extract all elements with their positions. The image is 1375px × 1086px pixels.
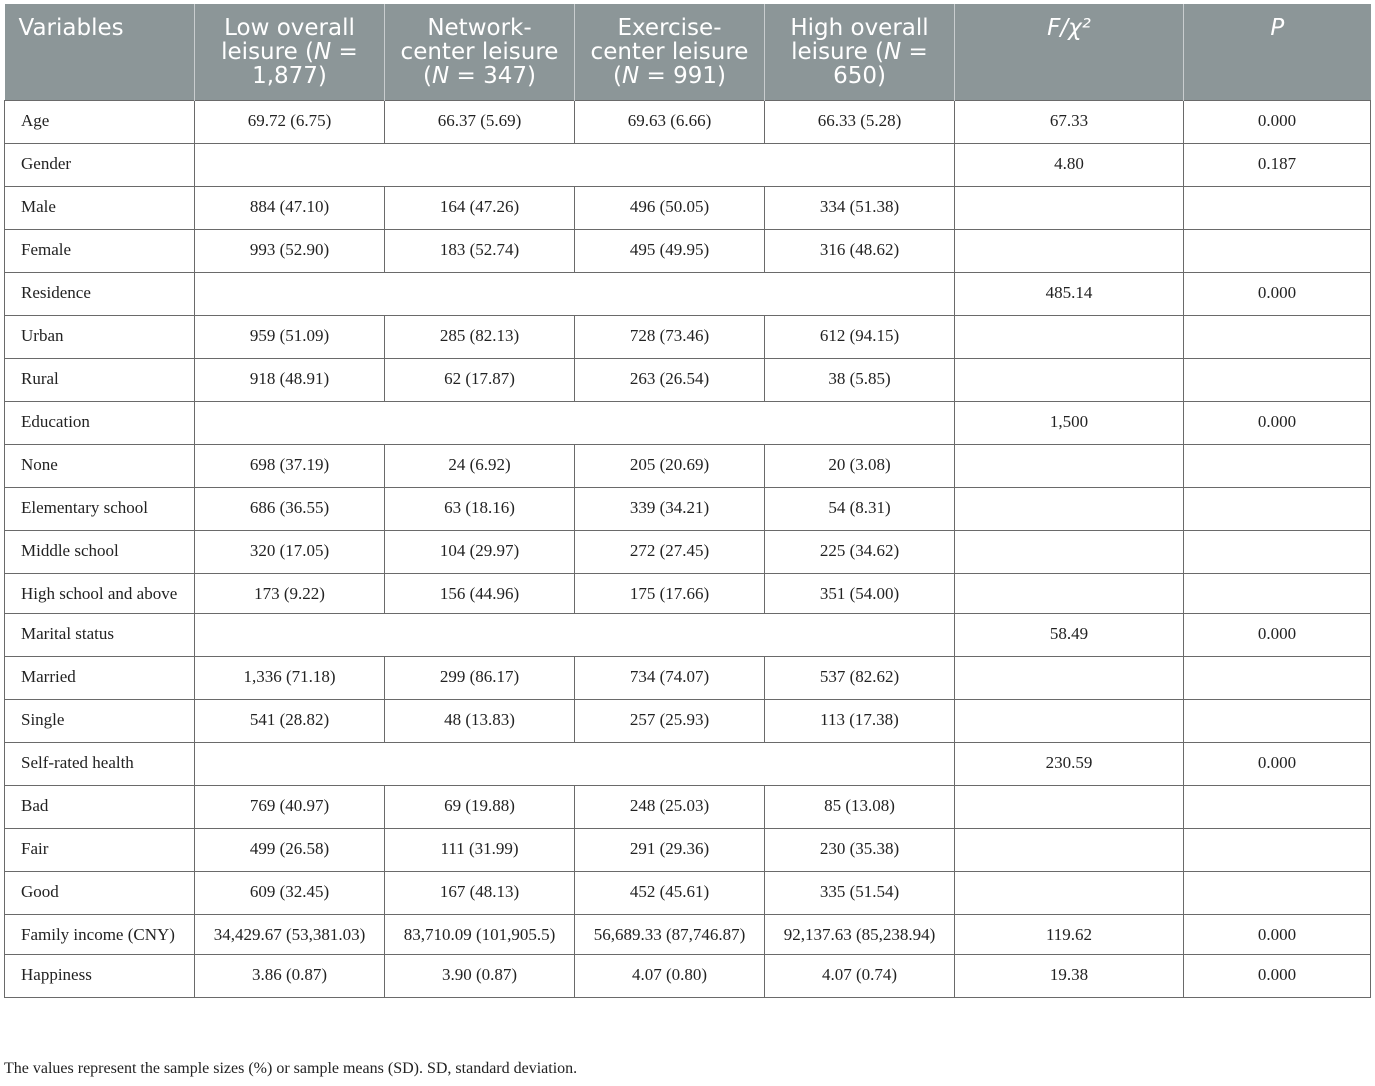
- header-low-overall: Low overall leisure (N = 1,877): [195, 4, 385, 100]
- p-value-cell: [1184, 186, 1371, 229]
- p-value-cell: 0.000: [1184, 100, 1371, 143]
- table-row: [5, 229, 1371, 272]
- f-chi-cell: [955, 699, 1184, 742]
- network-center-cell: 164 (47.26): [385, 186, 575, 229]
- network-center-cell: 62 (17.87): [385, 358, 575, 401]
- exercise-center-cell: 257 (25.93): [575, 699, 765, 742]
- f-chi-cell: 230.59: [955, 742, 1184, 785]
- f-chi-cell: [955, 229, 1184, 272]
- exercise-center-cell: 56,689.33 (87,746.87): [575, 914, 765, 954]
- variable-cell: Married: [5, 656, 195, 699]
- table-row: [5, 699, 1371, 742]
- variable-cell: Female: [5, 229, 195, 272]
- variable-cell: Self-rated health: [5, 742, 195, 785]
- high-overall-cell: 54 (8.31): [765, 487, 955, 530]
- low-overall-cell: 541 (28.82): [195, 699, 385, 742]
- group-row: [5, 742, 1371, 785]
- variable-cell: Family income (CNY): [5, 914, 195, 954]
- f-chi-cell: 1,500: [955, 401, 1184, 444]
- p-value-cell: [1184, 229, 1371, 272]
- network-center-cell: 299 (86.17): [385, 656, 575, 699]
- high-overall-cell: 20 (3.08): [765, 444, 955, 487]
- f-chi-cell: 19.38: [955, 954, 1184, 997]
- leisure-table: [4, 4, 1371, 998]
- header-variables: Variables: [5, 4, 195, 100]
- high-overall-cell: 335 (51.54): [765, 871, 955, 914]
- table-row: [5, 444, 1371, 487]
- p-value-cell: [1184, 444, 1371, 487]
- header-network-center: Network-center leisure (N = 347): [385, 4, 575, 100]
- exercise-center-cell: 496 (50.05): [575, 186, 765, 229]
- table-row: [5, 656, 1371, 699]
- f-chi-cell: [955, 487, 1184, 530]
- exercise-center-cell: 248 (25.03): [575, 785, 765, 828]
- table-body: [5, 100, 1371, 997]
- exercise-center-cell: 69.63 (6.66): [575, 100, 765, 143]
- network-center-cell: 285 (82.13): [385, 315, 575, 358]
- f-chi-cell: [955, 828, 1184, 871]
- group-row: [5, 272, 1371, 315]
- variable-cell: Elementary school: [5, 487, 195, 530]
- exercise-center-cell: 263 (26.54): [575, 358, 765, 401]
- variable-cell: Male: [5, 186, 195, 229]
- p-value-cell: [1184, 315, 1371, 358]
- exercise-center-cell: 495 (49.95): [575, 229, 765, 272]
- p-value-cell: 0.000: [1184, 272, 1371, 315]
- network-center-cell: 48 (13.83): [385, 699, 575, 742]
- low-overall-cell: 993 (52.90): [195, 229, 385, 272]
- header-exercise-center: Exercise-center leisure (N = 991): [575, 4, 765, 100]
- group-row: [5, 401, 1371, 444]
- f-chi-cell: 4.80: [955, 143, 1184, 186]
- network-center-cell: 69 (19.88): [385, 785, 575, 828]
- low-overall-cell: 1,336 (71.18): [195, 656, 385, 699]
- table-row: [5, 358, 1371, 401]
- header-p: P: [1184, 4, 1371, 100]
- variable-cell: High school and above: [5, 573, 195, 613]
- f-chi-cell: 58.49: [955, 613, 1184, 656]
- f-chi-cell: 119.62: [955, 914, 1184, 954]
- f-chi-cell: [955, 358, 1184, 401]
- p-value-cell: [1184, 828, 1371, 871]
- p-value-cell: [1184, 785, 1371, 828]
- network-center-cell: 63 (18.16): [385, 487, 575, 530]
- low-overall-cell: 499 (26.58): [195, 828, 385, 871]
- exercise-center-cell: 339 (34.21): [575, 487, 765, 530]
- header-row: [5, 4, 1371, 100]
- f-chi-cell: [955, 573, 1184, 613]
- p-value-cell: [1184, 530, 1371, 573]
- high-overall-cell: 612 (94.15): [765, 315, 955, 358]
- variable-cell: Education: [5, 401, 195, 444]
- high-overall-cell: 351 (54.00): [765, 573, 955, 613]
- variable-cell: Single: [5, 699, 195, 742]
- f-chi-cell: [955, 656, 1184, 699]
- low-overall-cell: 3.86 (0.87): [195, 954, 385, 997]
- f-chi-cell: 67.33: [955, 100, 1184, 143]
- p-value-cell: [1184, 656, 1371, 699]
- p-value-cell: 0.000: [1184, 613, 1371, 656]
- exercise-center-cell: 734 (74.07): [575, 656, 765, 699]
- table-row: [5, 487, 1371, 530]
- high-overall-cell: 316 (48.62): [765, 229, 955, 272]
- table-container: [4, 4, 1370, 998]
- table-row: [5, 828, 1371, 871]
- low-overall-cell: 686 (36.55): [195, 487, 385, 530]
- table-row: [5, 914, 1371, 954]
- f-chi-cell: [955, 871, 1184, 914]
- network-center-cell: 104 (29.97): [385, 530, 575, 573]
- f-chi-cell: [955, 315, 1184, 358]
- p-value-cell: 0.000: [1184, 914, 1371, 954]
- high-overall-cell: 537 (82.62): [765, 656, 955, 699]
- table-row: [5, 785, 1371, 828]
- network-center-cell: 66.37 (5.69): [385, 100, 575, 143]
- f-chi-cell: [955, 530, 1184, 573]
- variable-cell: Marital status: [5, 613, 195, 656]
- network-center-cell: 167 (48.13): [385, 871, 575, 914]
- table-row: [5, 530, 1371, 573]
- table-row: [5, 954, 1371, 997]
- high-overall-cell: 225 (34.62): [765, 530, 955, 573]
- variable-cell: Urban: [5, 315, 195, 358]
- group-span-cell: [195, 613, 955, 656]
- f-chi-cell: [955, 785, 1184, 828]
- low-overall-cell: 320 (17.05): [195, 530, 385, 573]
- network-center-cell: 183 (52.74): [385, 229, 575, 272]
- low-overall-cell: 69.72 (6.75): [195, 100, 385, 143]
- exercise-center-cell: 272 (27.45): [575, 530, 765, 573]
- network-center-cell: 156 (44.96): [385, 573, 575, 613]
- variable-cell: Age: [5, 100, 195, 143]
- f-chi-cell: 485.14: [955, 272, 1184, 315]
- high-overall-cell: 334 (51.38): [765, 186, 955, 229]
- p-value-cell: 0.187: [1184, 143, 1371, 186]
- p-value-cell: [1184, 573, 1371, 613]
- variable-cell: Middle school: [5, 530, 195, 573]
- low-overall-cell: 918 (48.91): [195, 358, 385, 401]
- variable-cell: Fair: [5, 828, 195, 871]
- p-value-cell: 0.000: [1184, 954, 1371, 997]
- header-high-overall: High overall leisure (N = 650): [765, 4, 955, 100]
- high-overall-cell: 230 (35.38): [765, 828, 955, 871]
- network-center-cell: 83,710.09 (101,905.5): [385, 914, 575, 954]
- f-chi-cell: [955, 444, 1184, 487]
- p-value-cell: 0.000: [1184, 742, 1371, 785]
- group-row: [5, 143, 1371, 186]
- group-span-cell: [195, 143, 955, 186]
- p-value-cell: [1184, 358, 1371, 401]
- exercise-center-cell: 175 (17.66): [575, 573, 765, 613]
- f-chi-cell: [955, 186, 1184, 229]
- low-overall-cell: 769 (40.97): [195, 785, 385, 828]
- table-row: [5, 871, 1371, 914]
- exercise-center-cell: 4.07 (0.80): [575, 954, 765, 997]
- variable-cell: Gender: [5, 143, 195, 186]
- p-value-cell: 0.000: [1184, 401, 1371, 444]
- variable-cell: Residence: [5, 272, 195, 315]
- high-overall-cell: 38 (5.85): [765, 358, 955, 401]
- network-center-cell: 111 (31.99): [385, 828, 575, 871]
- table-row: [5, 573, 1371, 613]
- p-value-cell: [1184, 487, 1371, 530]
- variable-cell: Good: [5, 871, 195, 914]
- p-value-cell: [1184, 699, 1371, 742]
- group-span-cell: [195, 272, 955, 315]
- group-span-cell: [195, 401, 955, 444]
- network-center-cell: 3.90 (0.87): [385, 954, 575, 997]
- low-overall-cell: 34,429.67 (53,381.03): [195, 914, 385, 954]
- network-center-cell: 24 (6.92): [385, 444, 575, 487]
- high-overall-cell: 92,137.63 (85,238.94): [765, 914, 955, 954]
- variable-cell: None: [5, 444, 195, 487]
- high-overall-cell: 85 (13.08): [765, 785, 955, 828]
- variable-cell: Happiness: [5, 954, 195, 997]
- high-overall-cell: 113 (17.38): [765, 699, 955, 742]
- table-row: [5, 186, 1371, 229]
- low-overall-cell: 609 (32.45): [195, 871, 385, 914]
- exercise-center-cell: 291 (29.36): [575, 828, 765, 871]
- exercise-center-cell: 452 (45.61): [575, 871, 765, 914]
- high-overall-cell: 66.33 (5.28): [765, 100, 955, 143]
- exercise-center-cell: 728 (73.46): [575, 315, 765, 358]
- variable-cell: Bad: [5, 785, 195, 828]
- table-row: [5, 100, 1371, 143]
- high-overall-cell: 4.07 (0.74): [765, 954, 955, 997]
- exercise-center-cell: 205 (20.69): [575, 444, 765, 487]
- low-overall-cell: 959 (51.09): [195, 315, 385, 358]
- table-row: [5, 315, 1371, 358]
- low-overall-cell: 884 (47.10): [195, 186, 385, 229]
- low-overall-cell: 173 (9.22): [195, 573, 385, 613]
- low-overall-cell: 698 (37.19): [195, 444, 385, 487]
- variable-cell: Rural: [5, 358, 195, 401]
- group-row: [5, 613, 1371, 656]
- p-value-cell: [1184, 871, 1371, 914]
- header-f-chi: F/χ²: [955, 4, 1184, 100]
- group-span-cell: [195, 742, 955, 785]
- table-footnote: The values represent the sample sizes (%) or sample means (SD). SD, standard deviation.: [4, 1060, 578, 1077]
